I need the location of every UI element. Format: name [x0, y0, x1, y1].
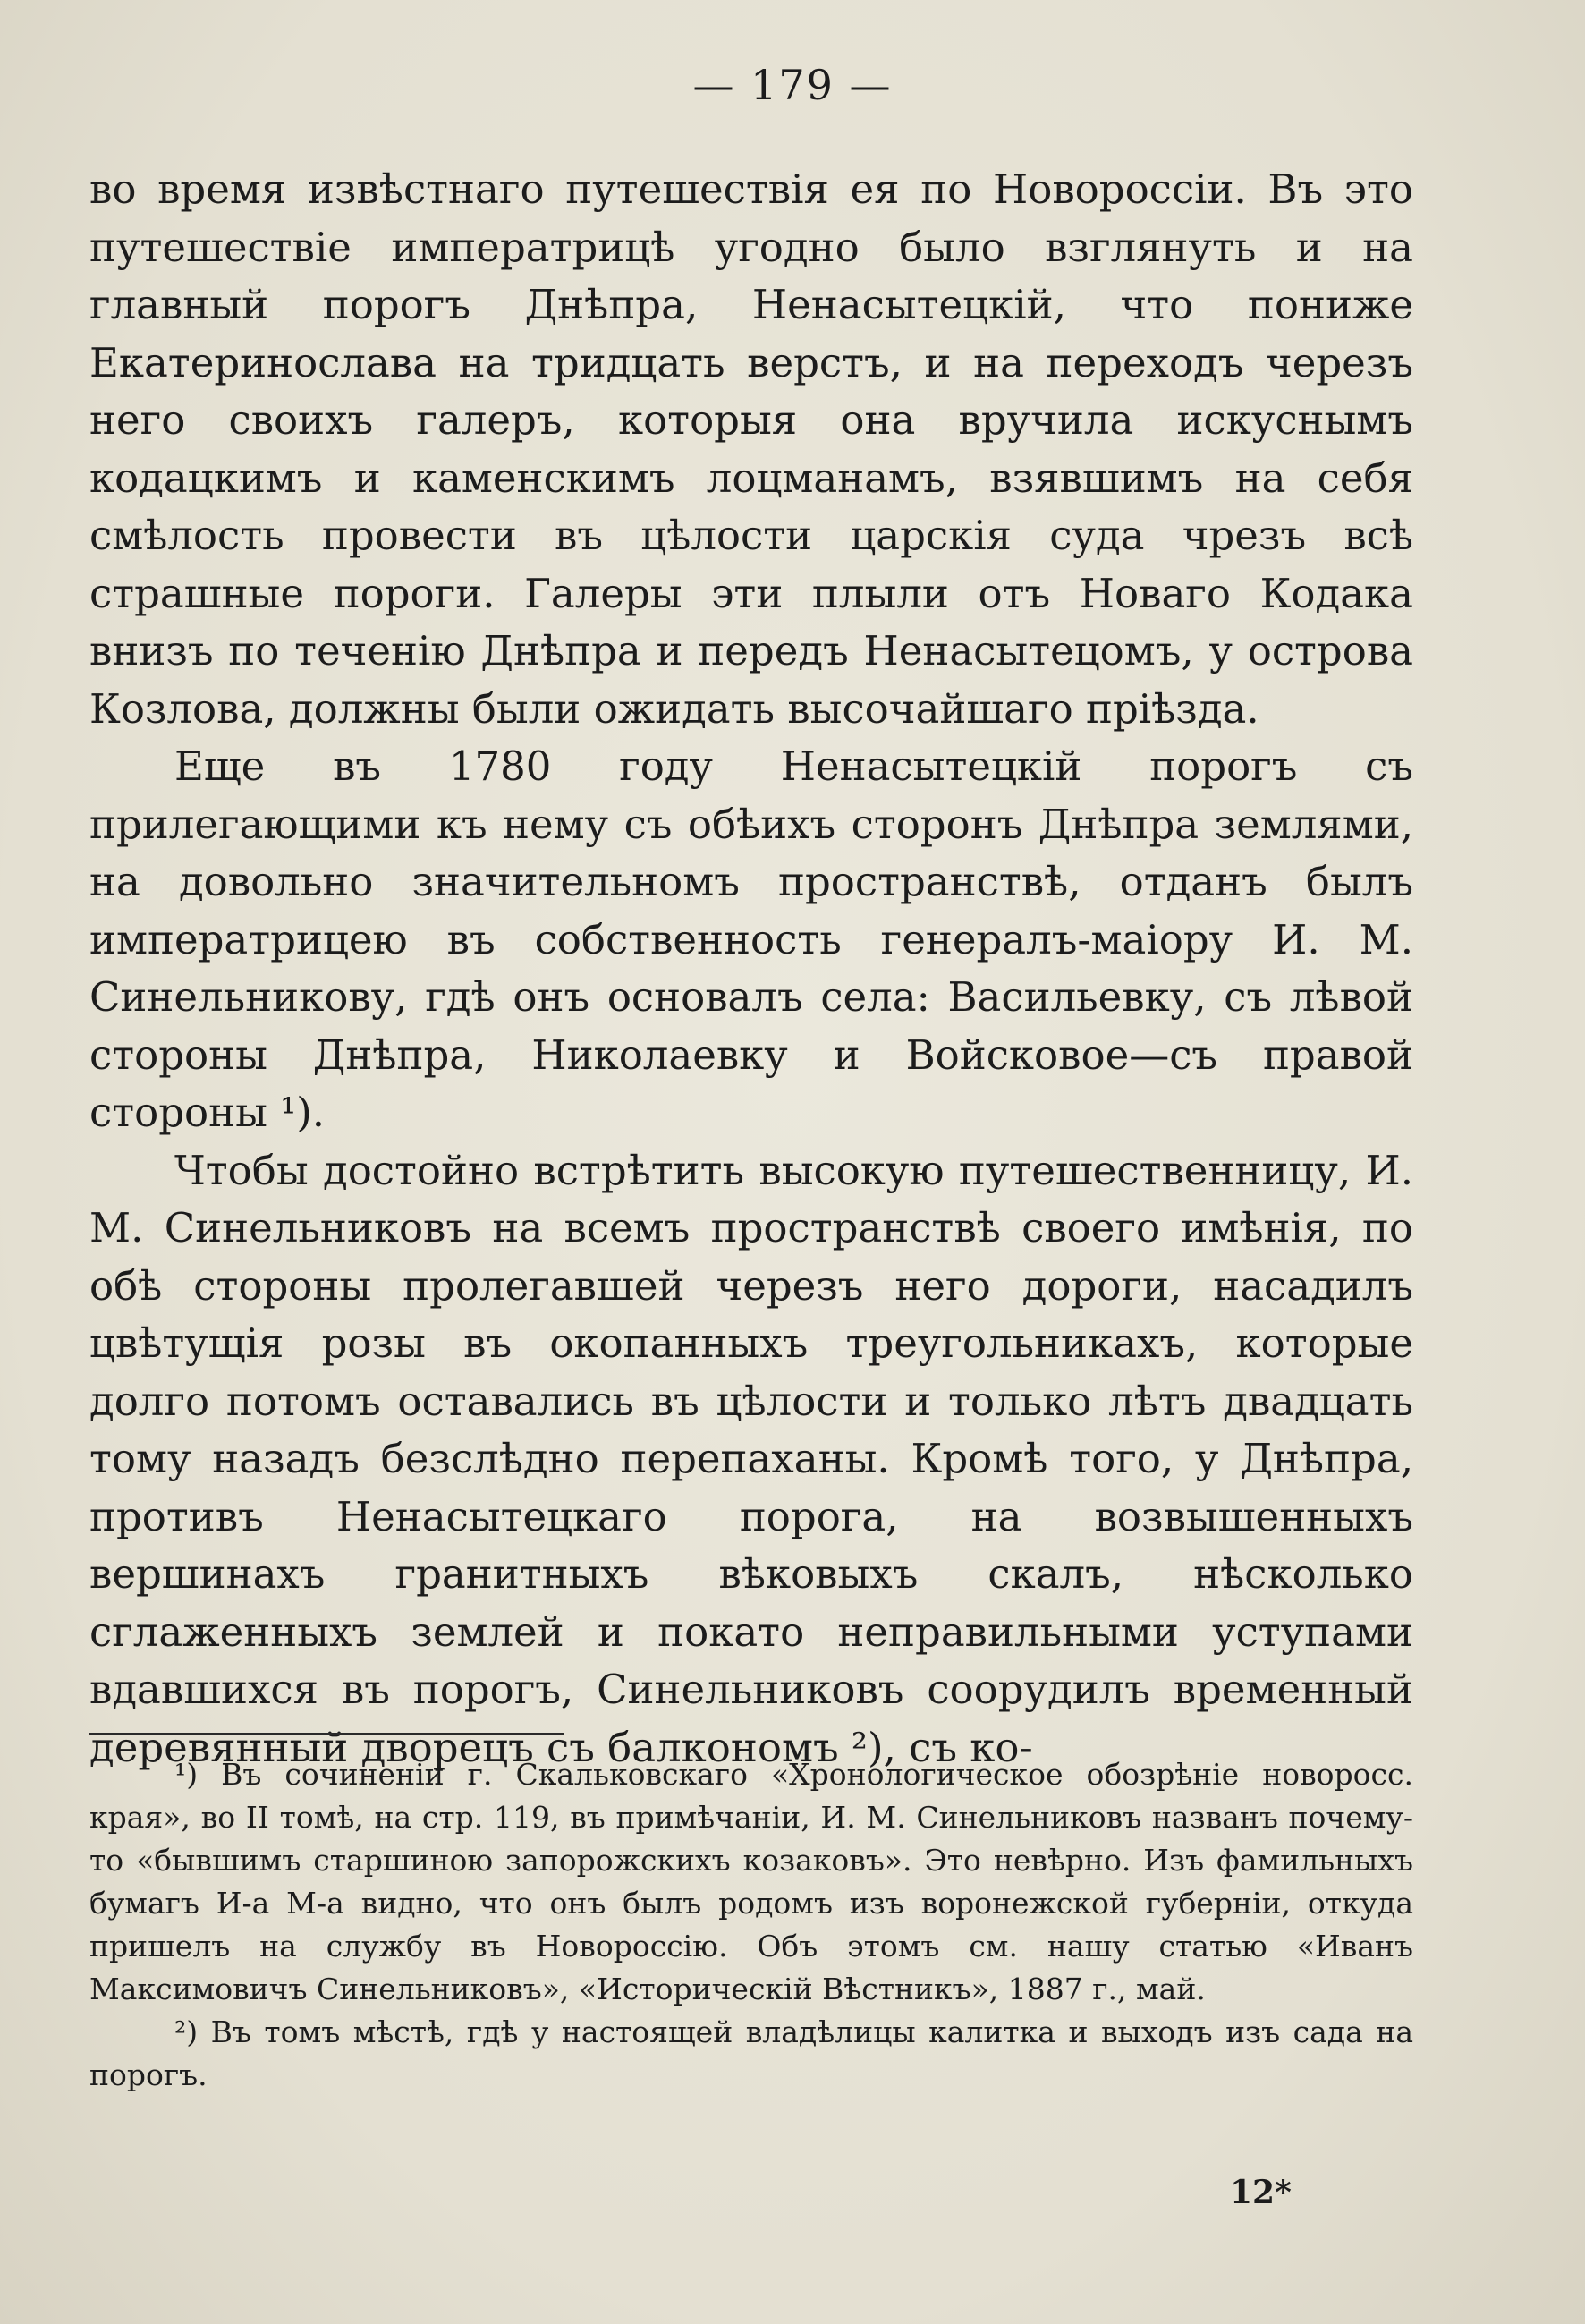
- footnote-1: ¹) Въ сочиненіи г. Скальковскаго «Хронологическое обозрѣніе новоросс. края», во II томѣ, на стр. 119, въ примѣчаніи, И. М. Синельниковъ названъ почему-то «бывшимъ старшиною запорожскихъ козаковъ». Это невѣрно. Изъ фамильныхъ бумагъ И-а М-а видно, что онъ былъ родомъ изъ воронежской губерніи, откуда пришелъ на службу въ Новороссію. Объ этомъ см. нашу статью «Иванъ Максимовичъ Синельниковъ», «Историческій Вѣстникъ», 1887 г., май.: [89, 1757, 1413, 2006]
- signature-mark: 12*: [1230, 2174, 1292, 2211]
- paragraph-2: Еще въ 1780 году Ненасытецкій порогъ съ прилегающими къ нему съ обѣихъ сторонъ Днѣпра землями, на довольно значительномъ пространствѣ, отданъ былъ императрицею въ собственность генералъ-маіору И. М. Синельникову, гдѣ онъ основалъ села: Васильевку, съ лѣвой стороны Днѣпра, Николаевку и Войсковое—съ правой стороны ¹).: [89, 742, 1413, 1136]
- paragraph-1: во время извѣстнаго путешествія ея по Новороссіи. Въ это путешествіе императрицѣ угодно было взглянуть и на главный порогъ Днѣпра, Ненасытецкій, что пониже Екатеринослава на тридцать верстъ, и на переходъ черезъ него своихъ галеръ, которыя она вручила искуснымъ кодацкимъ и каменскимъ лоцманамъ, взявшимъ на себя смѣлость провести въ цѣлости царскія суда чрезъ всѣ страшные пороги. Галеры эти плыли отъ Новаго Кодака внизъ по теченію Днѣпра и передъ Ненасытецомъ, у острова Козлова, должны были ожидать высочайшаго пріѣзда.: [89, 165, 1413, 733]
- footnote-2: ²) Въ томъ мѣстѣ, гдѣ у настоящей владѣлицы калитка и выходъ изъ сада на порогъ.: [89, 2014, 1413, 2092]
- paragraph-3: Чтобы достойно встрѣтить высокую путешественницу, И. М. Синельниковъ на всемъ пространствѣ своего имѣнія, по обѣ стороны пролегавшей черезъ него дороги, насадилъ цвѣтущія розы въ окопанныхъ треугольникахъ, которые долго потомъ оставались въ цѣлости и только лѣтъ двадцать тому назадъ безслѣдно перепаханы. Кромѣ того, у Днѣпра, противъ Ненасытецкаго порога, на возвышенныхъ вершинахъ гранитныхъ вѣковыхъ скалъ, нѣсколько сглаженныхъ землей и покато неправильными уступами вдавшихся въ порогъ, Синельниковъ соорудилъ временный деревянный дворецъ съ балкономъ ²), съ ко-: [89, 1146, 1413, 1771]
- page-number: — 179 —: [692, 61, 893, 109]
- footnote-divider: [89, 1733, 564, 1735]
- footnotes: [89, 1753, 1413, 2097]
- main-text: [89, 161, 1413, 1777]
